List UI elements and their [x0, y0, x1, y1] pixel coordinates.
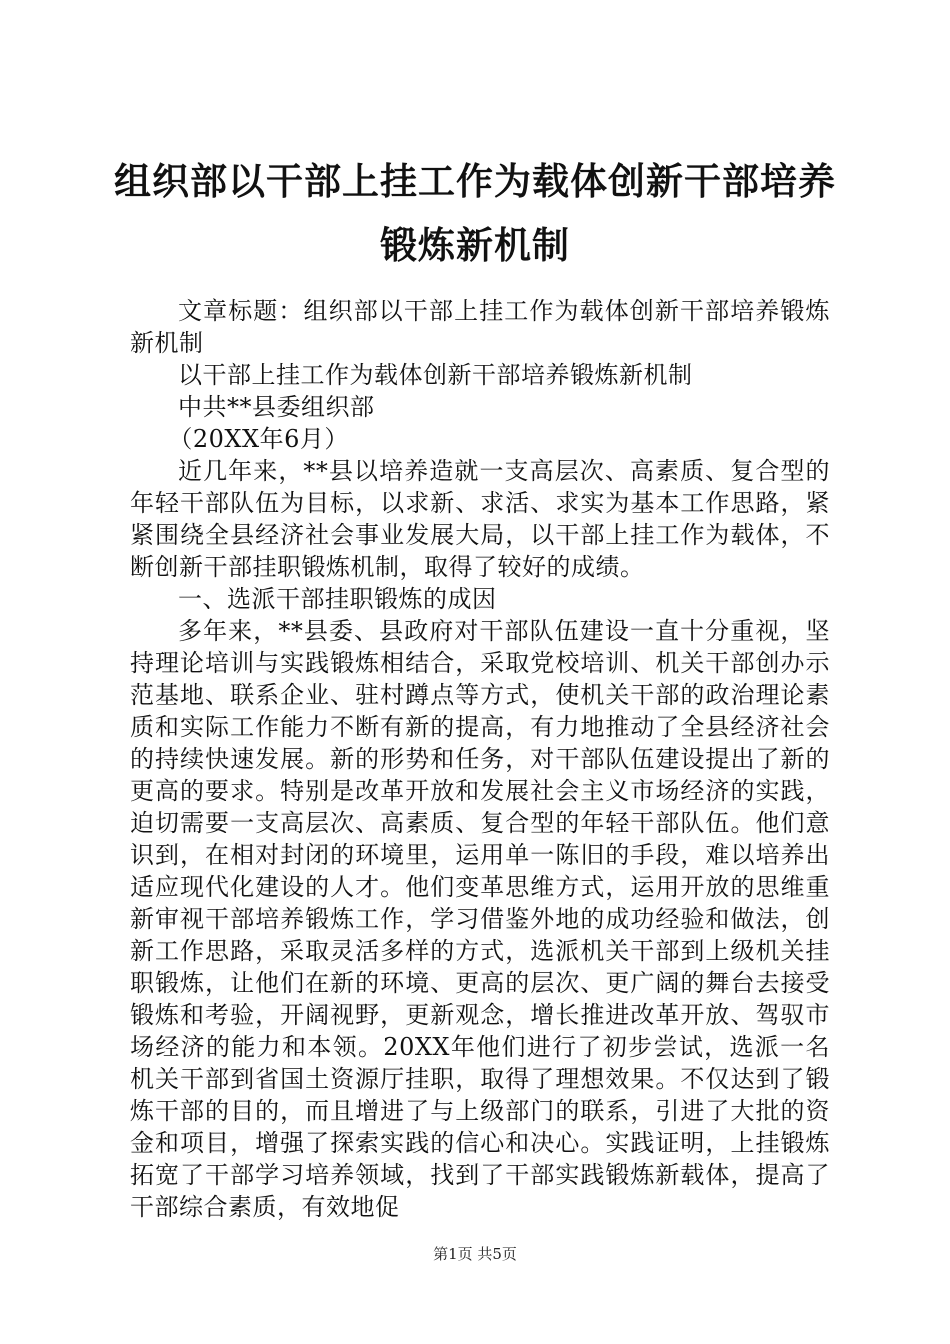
section-heading: 一、选派干部挂职锻炼的成因 [178, 585, 497, 613]
paragraph-subtitle: 以干部上挂工作为载体创新干部培养锻炼新机制 [178, 361, 693, 389]
paragraph-date: （20XX年6月） [168, 425, 349, 453]
paragraph-intro: 近几年来，**县以培养造就一支高层次、高素质、复合型的年轻干部队伍为目标，以求新、求活、求实为基本工作思路，紧紧围绕全县经济社会事业发展大局，以干部上挂工作为载体，不断创新干部挂职锻炼机制，取得了较好的成绩。 [130, 457, 830, 581]
page-footer: 第1页 共5页 [433, 1245, 517, 1263]
paragraph-author: 中共**县委组织部 [178, 393, 375, 421]
paragraph-body: 多年来，**县委、县政府对干部队伍建设一直十分重视，坚持理论培训与实践锻炼相结合，采取党校培训、机关干部创办示范基地、联系企业、驻村蹲点等方式，使机关干部的政治理论素质和实际工作能力不断有新的提高，有力地推动了全县经济社会的持续快速发展。新的形势和任务，对干部队伍建设提出了新的更高的要求。特别是改革开放和发展社会主义市场经济的实践，迫切需要一支高层次、高素质、复合型的年轻干部队伍。他们意识到，在相对封闭的环境里，运用单一陈旧的手段，难以培养出适应现代化建设的人才。他们变革思维方式，运用开放的思维重新审视干部培养锻炼工作，学习借鉴外地的成功经验和做法，创新工作思路，采取灵活多样的方式，选派机关干部到上级机关挂职锻炼，让他们在新的环境、更高的层次、更广阔的舞台去接受锻炼和考验，开阔视野，更新观念，增长推进改革开放、驾驭市场经济的能力和本领。20XX年他们进行了初步尝试，选派一名机关干部到省国土资源厅挂职，取得了理想效果。不仅达到了锻炼干部的目的，而且增进了与上级部门的联系，引进了大批的资金和项目，增强了探索实践的信心和决心。实践证明，上挂锻炼拓宽了干部学习培养领域，找到了干部实践锻炼新载体，提高了干部综合素质，有效地促 [130, 617, 830, 1221]
document-title: 组织部以干部上挂工作为载体创新干部培养锻炼新机制 [114, 160, 836, 267]
document-body [130, 295, 830, 1223]
paragraph-article-heading: 文章标题：组织部以干部上挂工作为载体创新干部培养锻炼新机制 [130, 297, 830, 357]
